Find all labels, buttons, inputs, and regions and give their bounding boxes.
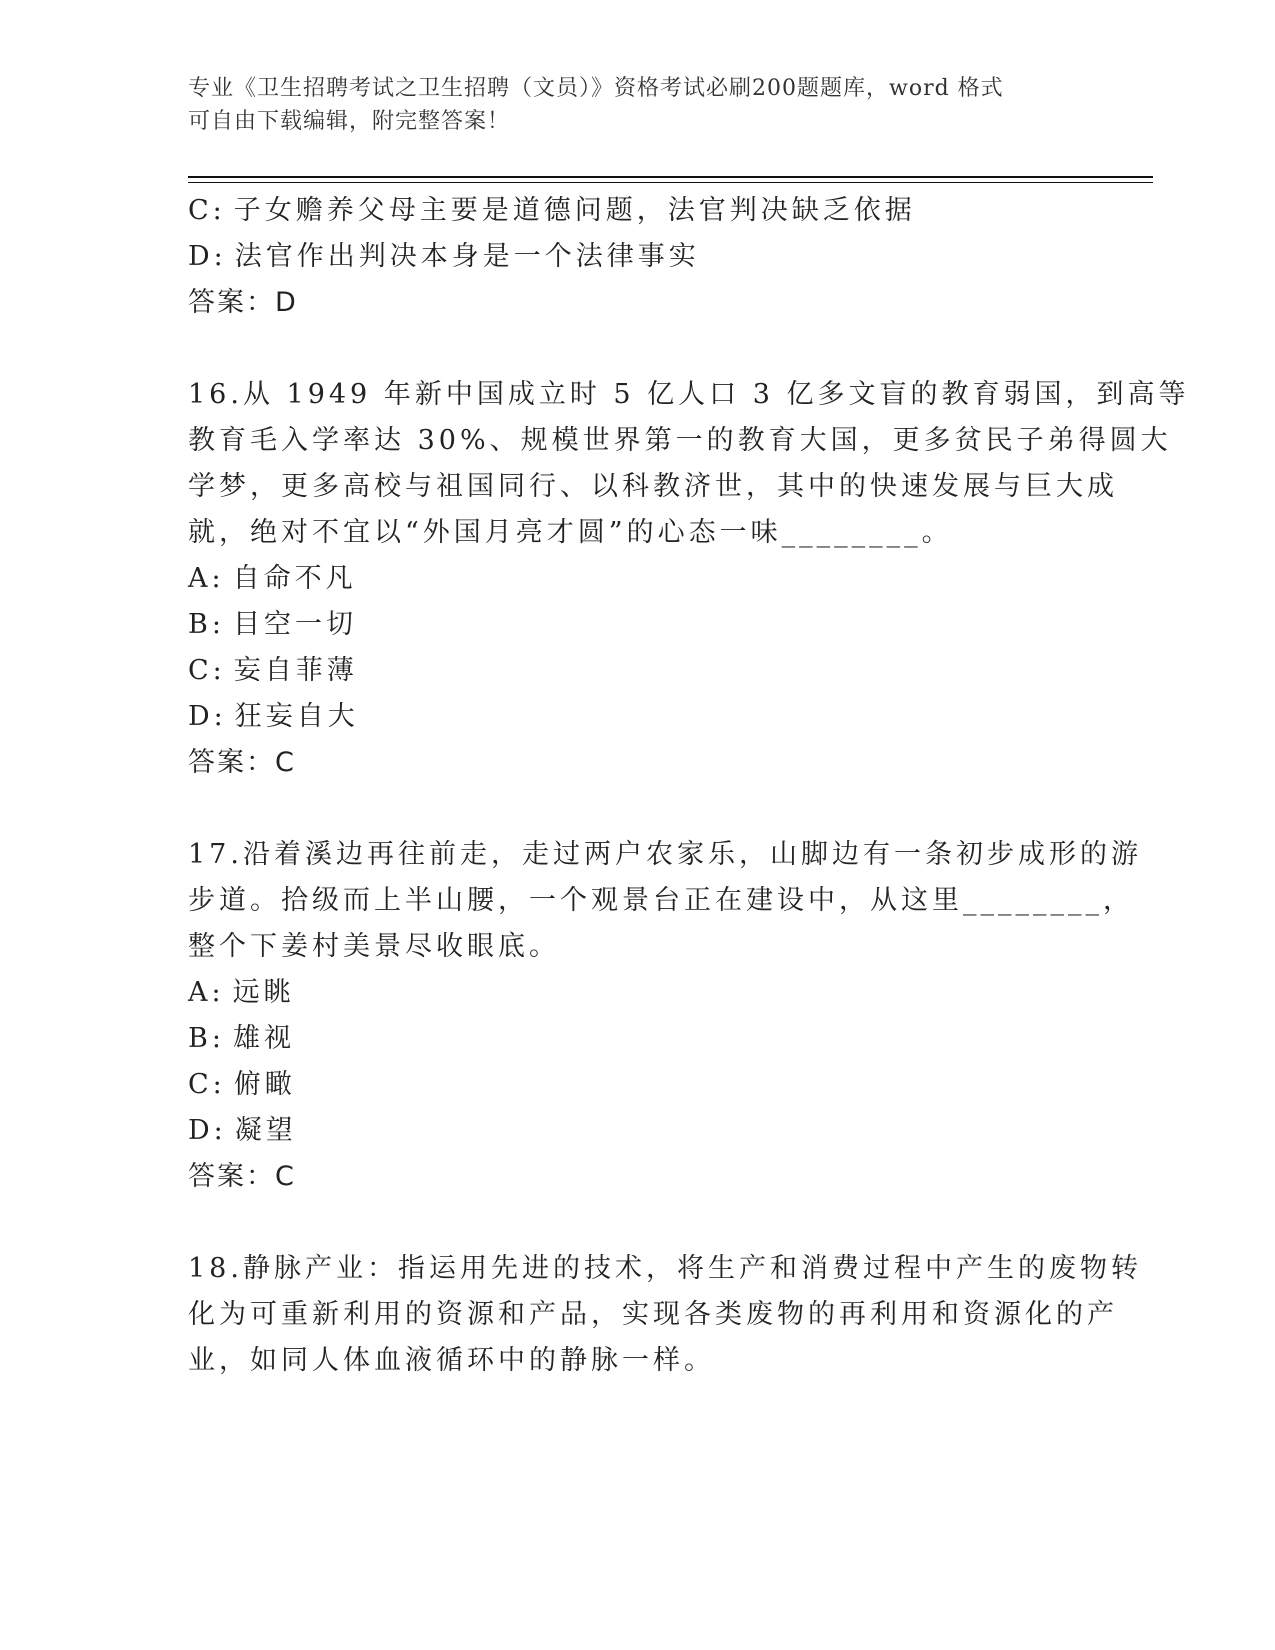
option-text: 妄自菲薄 — [233, 655, 358, 686]
question-text-line: 步道。拾级而上半山腰，一个观景台正在建设中，从这里________， — [188, 885, 1134, 916]
question-text-line: 学梦，更多高校与祖国同行、以科教济世，其中的快速发展与巨大成 — [188, 471, 1118, 502]
question-text-line: 16.从 1949 年新中国成立时 5 亿人口 3 亿多文盲的教育弱国，到高等 — [188, 379, 1190, 410]
option-a — [188, 556, 1088, 602]
option-text: 远眺 — [232, 977, 295, 1008]
spacer — [188, 1200, 1088, 1246]
option-b — [188, 602, 1088, 648]
option-text: 子女赡养父母主要是道德问题，法官判决缺乏依据 — [233, 195, 916, 226]
question-18 — [188, 1246, 1142, 1384]
question-text-line: 18.静脉产业：指运用先进的技术，将生产和消费过程中产生的废物转 — [188, 1253, 1142, 1284]
option-d — [188, 694, 1088, 740]
question-17 — [188, 832, 1142, 1200]
question-16 — [188, 372, 1190, 786]
option-label: D: — [188, 701, 227, 732]
option-text: 雄视 — [232, 1023, 295, 1054]
header-line-2: 可自由下载编辑，附完整答案！ — [188, 109, 511, 134]
option-c — [188, 648, 1088, 694]
spacer — [188, 326, 1088, 372]
answer: 答案：C — [188, 1161, 296, 1192]
header-rule-thick — [188, 176, 1153, 178]
question-text-line: 化为可重新利用的资源和产品，实现各类废物的再利用和资源化的产 — [188, 1299, 1118, 1330]
question-text-line: 17.沿着溪边再往前走，走过两户农家乐，山脚边有一条初步成形的游 — [188, 839, 1142, 870]
option-label: B: — [188, 609, 225, 640]
option-label: D: — [188, 241, 227, 272]
header-line-1: 专业《卫生招聘考试之卫生招聘（文员）》资格考试必刷200题题库，word 格式 — [188, 76, 1004, 101]
document-header — [188, 72, 1088, 138]
question-content — [188, 188, 1190, 1384]
option-label: A: — [188, 563, 225, 594]
spacer — [188, 786, 1088, 832]
answer: 答案：C — [188, 747, 296, 778]
option-text: 凝望 — [234, 1115, 297, 1146]
header-rule-thin — [188, 182, 1153, 183]
option-label: C: — [188, 195, 226, 226]
option-b — [188, 1016, 1088, 1062]
option-d — [188, 234, 1088, 280]
option-a — [188, 970, 1088, 1016]
option-text: 狂妄自大 — [234, 701, 359, 732]
question-text-line: 教育毛入学率达 30%、规模世界第一的教育大国，更多贫民子弟得圆大 — [188, 425, 1172, 456]
answer: 答案：D — [188, 287, 298, 318]
option-label: D: — [188, 1115, 227, 1146]
option-d — [188, 1108, 1088, 1154]
option-c — [188, 188, 1088, 234]
question-text-line: 业，如同人体血液循环中的静脉一样。 — [188, 1345, 715, 1376]
option-label: C: — [188, 655, 226, 686]
option-text: 法官作出判决本身是一个法律事实 — [234, 241, 700, 272]
option-text: 俯瞰 — [233, 1069, 296, 1100]
option-text: 目空一切 — [232, 609, 357, 640]
option-label: B: — [188, 1023, 225, 1054]
option-label: C: — [188, 1069, 226, 1100]
question-text-line: 就，绝对不宜以“外国月亮才圆”的心态一味________。 — [188, 517, 953, 548]
option-label: A: — [188, 977, 225, 1008]
option-c — [188, 1062, 1088, 1108]
prev-question — [188, 188, 1088, 326]
option-text: 自命不凡 — [232, 563, 357, 594]
question-text-line: 整个下姜村美景尽收眼底。 — [188, 931, 560, 962]
